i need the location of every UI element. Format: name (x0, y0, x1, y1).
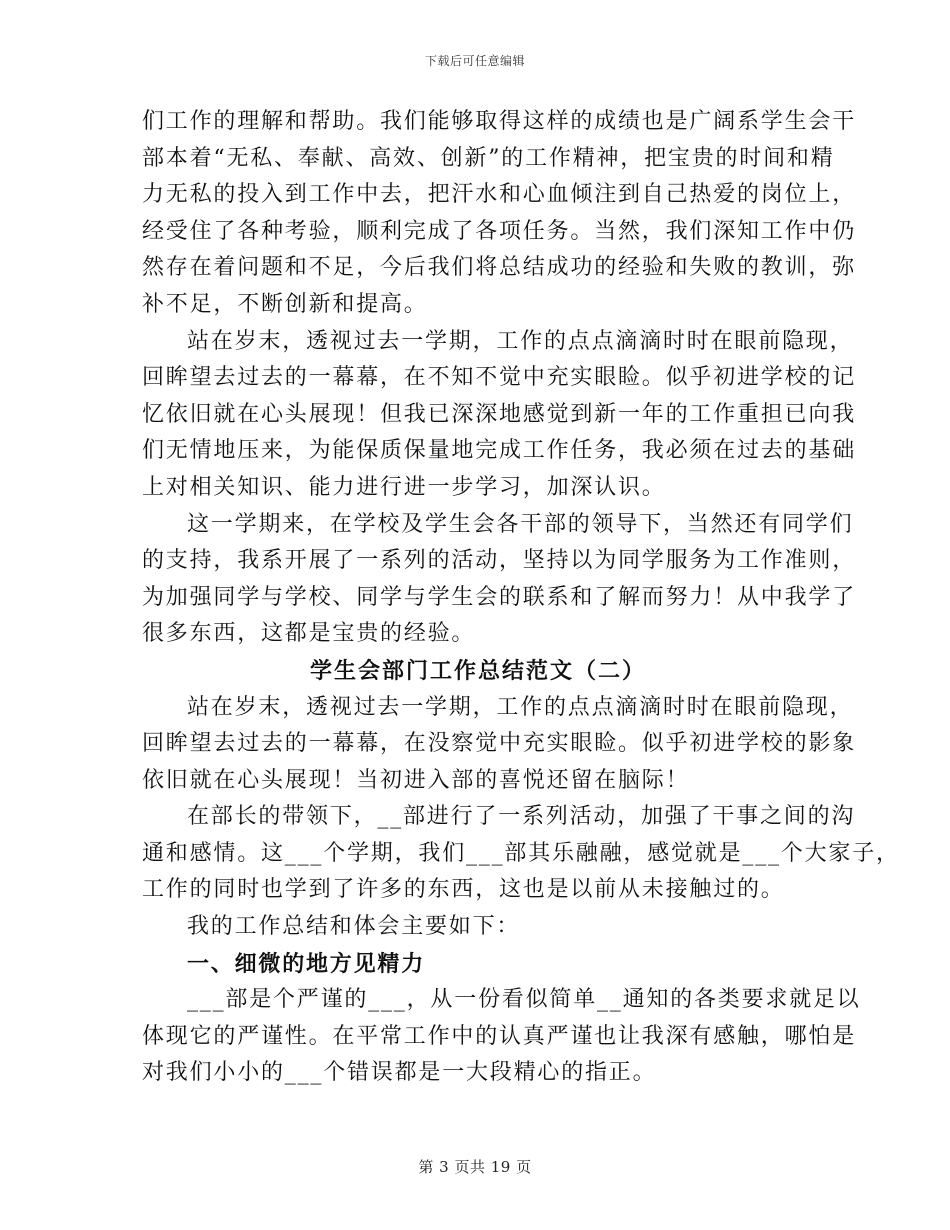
text-line: 工作的同时也学到了许多的东西，这也是以前从未接触过的。 (142, 877, 785, 903)
document-body (142, 104, 900, 1092)
text-line: 回眸望去过去的一幕幕，在不知不觉中充实眼睑。似乎初进学校的记 (142, 365, 857, 391)
text-line: 对我们小小的___个错误都是一大段精心的指正。 (142, 1060, 657, 1086)
subsection-heading: 一、细微的地方见精力 (187, 950, 426, 977)
text-line: 在部长的带领下，__部进行了一系列活动，加强了干事之间的沟 (187, 804, 856, 830)
text-line: 经受住了各种考验，顺利完成了各项任务。当然，我们深知工作中仍 (142, 218, 857, 244)
page-footer: 第 3 页共 19 页 (418, 1158, 532, 1176)
text-line: 我的工作总结和体会主要如下： (187, 914, 521, 940)
text-line: 补不足，不断创新和提高。 (142, 291, 428, 317)
text-line: 们工作的理解和帮助。我们能够取得这样的成绩也是广阔系学生会干 (142, 109, 857, 134)
text-line: 体现它的严谨性。在平常工作中的认真严谨也让我深有感触，哪怕是 (142, 1023, 857, 1049)
text-line: 上对相关知识、能力进行进一步学习，加深认识。 (142, 474, 666, 500)
text-line: 很多东西，这都是宝贵的经验。 (142, 621, 476, 647)
text-line: 们无情地压来，为能保质保量地完成工作任务，我必须在过去的基础 (142, 438, 857, 464)
text-line: 的支持，我系开展了一系列的活动，坚持以为同学服务为工作准则， (142, 548, 857, 574)
text-line: 通和感情。这___个学期，我们___部其乐融融，感觉就是___个大家子， (142, 840, 900, 866)
text-line: 部本着“无私、奉献、高效、创新”的工作精神，把宝贵的时间和精 (142, 145, 835, 171)
text-line: 回眸望去过去的一幕幕，在没察觉中充实眼睑。似乎初进学校的影象 (142, 731, 857, 757)
section-heading: 学生会部门工作总结范文（二） (309, 657, 646, 684)
text-line: 站在岁末，透视过去一学期，工作的点点滴滴时时在眼前隐现， (187, 694, 854, 720)
text-line: 然存在着问题和不足，今后我们将总结成功的经验和失败的教训，弥 (142, 255, 857, 281)
text-line: 力无私的投入到工作中去，把汗水和心血倾注到自己热爱的岗位上， (142, 182, 857, 208)
text-line: 依旧就在心头展现！当初进入部的喜悦还留在脑际！ (142, 767, 690, 793)
text-line: 为加强同学与学校、同学与学生会的联系和了解而努力！从中我学了 (142, 584, 857, 610)
page-header: 下载后可任意编辑 (424, 54, 525, 68)
text-line: ___部是个严谨的___，从一份看似简单__通知的各类要求就足以 (187, 987, 861, 1013)
text-line: 站在岁末，透视过去一学期，工作的点点滴滴时时在眼前隐现， (187, 328, 854, 354)
text-line: 忆依旧就在心头展现！但我已深深地感觉到新一年的工作重担已向我 (142, 401, 857, 427)
text-line: 这一学期来，在学校及学生会各干部的领导下，当然还有同学们 (187, 511, 854, 537)
